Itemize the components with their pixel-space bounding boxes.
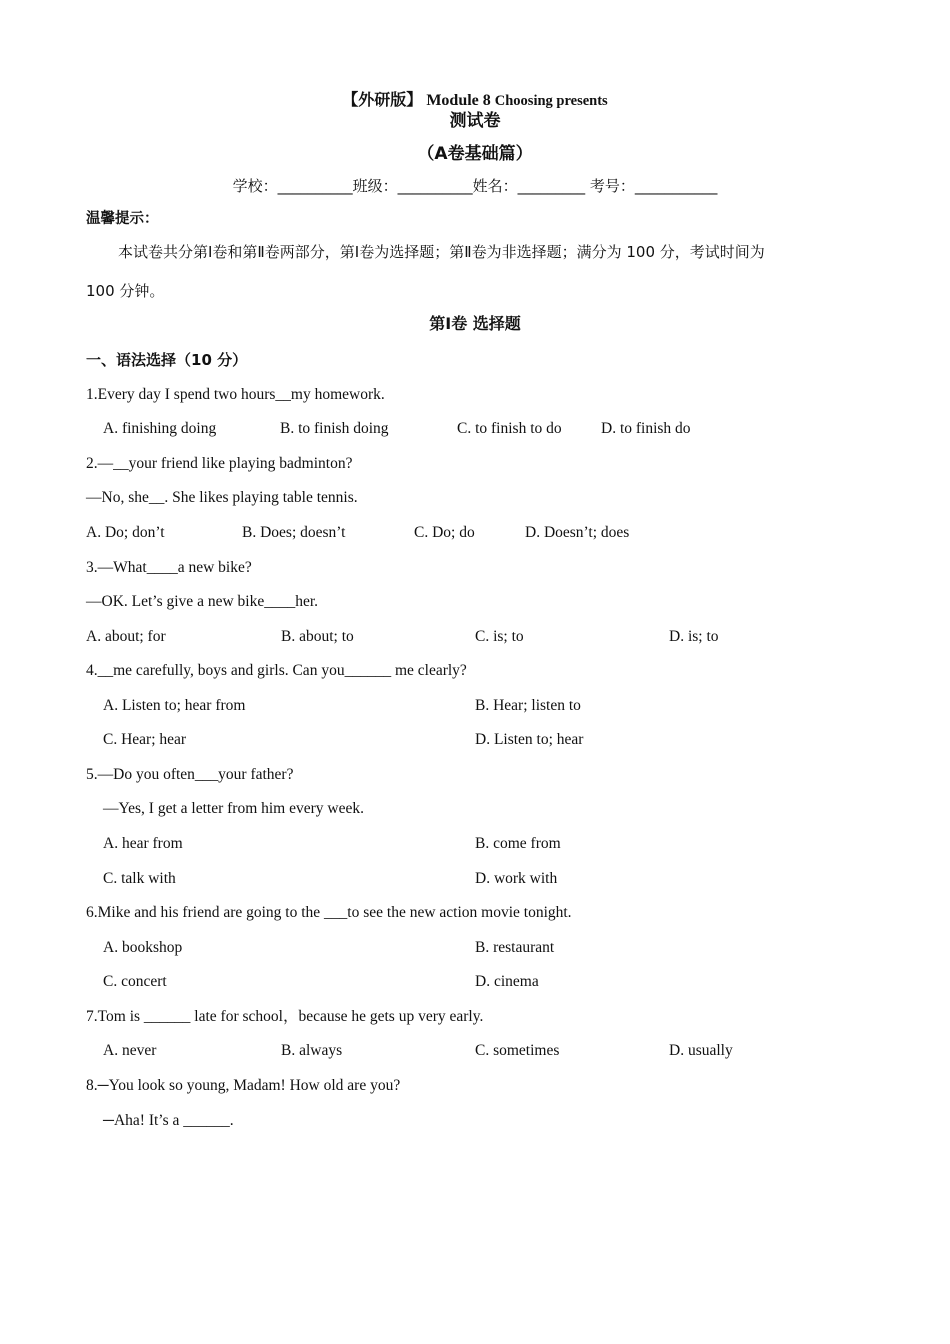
q4-option-a: A. Listen to; hear from xyxy=(103,697,246,714)
q1-option-d: D. to finish do xyxy=(601,420,691,437)
q2-option-b: B. Does; doesn’t xyxy=(242,524,346,541)
doc-volume: （A卷基础篇） xyxy=(417,144,533,164)
question-8: 8.─You look so young, Madam! How old are you? xyxy=(86,1077,401,1094)
q3-option-c: C. is; to xyxy=(475,628,524,645)
q6-option-a: A. bookshop xyxy=(103,939,183,956)
question-8-line-2: ─Aha! It’s a ______. xyxy=(103,1112,234,1129)
question-2: 2.—__your friend like playing badminton? xyxy=(86,455,353,472)
question-6: 6.Mike and his friend are going to the ___to see the new action movie tonight. xyxy=(86,904,572,921)
q2-option-c: C. Do; do xyxy=(414,524,475,541)
question-5: 5.—Do you often___your father? xyxy=(86,766,294,783)
q6-option-d: D. cinema xyxy=(475,973,539,990)
q4-option-c: C. Hear; hear xyxy=(103,731,187,748)
question-5-line-2: —Yes, I get a letter from him every week. xyxy=(103,800,364,817)
q5-option-c: C. talk with xyxy=(103,870,176,887)
q1-option-b: B. to finish doing xyxy=(280,420,389,437)
q3-option-d: D. is; to xyxy=(669,628,719,645)
doc-subtitle: 测试卷 xyxy=(449,111,501,131)
q6-option-b: B. restaurant xyxy=(475,939,555,956)
question-3-line-2: —OK. Let’s give a new bike____her. xyxy=(86,593,319,610)
doc-title xyxy=(0,90,950,111)
q5-option-b: B. come from xyxy=(475,835,561,852)
q1-option-c: C. to finish to do xyxy=(457,420,562,437)
q4-option-b: B. Hear; listen to xyxy=(475,697,581,714)
section-1-title: 一、语法选择（10 分） xyxy=(86,351,248,369)
q7-option-c: C. sometimes xyxy=(475,1042,560,1059)
question-3: 3.—What____a new bike? xyxy=(86,559,252,576)
question-2-line-2: —No, she__. She likes playing table tennis. xyxy=(86,489,358,506)
part-1-title: 第Ⅰ卷 选择题 xyxy=(429,314,521,333)
notice-line-1: 本试卷共分第Ⅰ卷和第Ⅱ卷两部分，第Ⅰ卷为选择题；第Ⅱ卷为非选择题；满分为 100 分，考试时间为 xyxy=(118,243,765,261)
q1-option-a: A. finishing doing xyxy=(103,420,217,437)
title-module: Module 8 xyxy=(426,92,491,109)
q7-option-d: D. usually xyxy=(669,1042,733,1059)
student-info-line: 学校：__________班级：__________姓名：_________ 考号：___________ xyxy=(232,177,718,195)
question-1: 1.Every day I spend two hours__my homework. xyxy=(86,386,385,403)
q6-option-c: C. concert xyxy=(103,973,167,990)
q5-option-d: D. work with xyxy=(475,870,558,887)
title-topic: Choosing presents xyxy=(494,93,608,109)
q3-option-b: B. about; to xyxy=(281,628,354,645)
q3-option-a: A. about; for xyxy=(86,628,166,645)
question-7: 7.Tom is ______ late for school，because he gets up very early. xyxy=(86,1008,484,1025)
notice-line-2: 100 分钟。 xyxy=(86,282,165,300)
q2-option-d: D. Doesn’t; does xyxy=(525,524,630,541)
q2-option-a: A. Do; don’t xyxy=(86,524,165,541)
question-4: 4.__me carefully, boys and girls. Can you______ me clearly? xyxy=(86,662,467,679)
q7-option-a: A. never xyxy=(103,1042,157,1059)
notice-heading: 温馨提示： xyxy=(86,211,159,227)
q4-option-d: D. Listen to; hear xyxy=(475,731,584,748)
title-bracket: 【外研版】 xyxy=(342,90,423,109)
q5-option-a: A. hear from xyxy=(103,835,183,852)
q7-option-b: B. always xyxy=(281,1042,343,1059)
